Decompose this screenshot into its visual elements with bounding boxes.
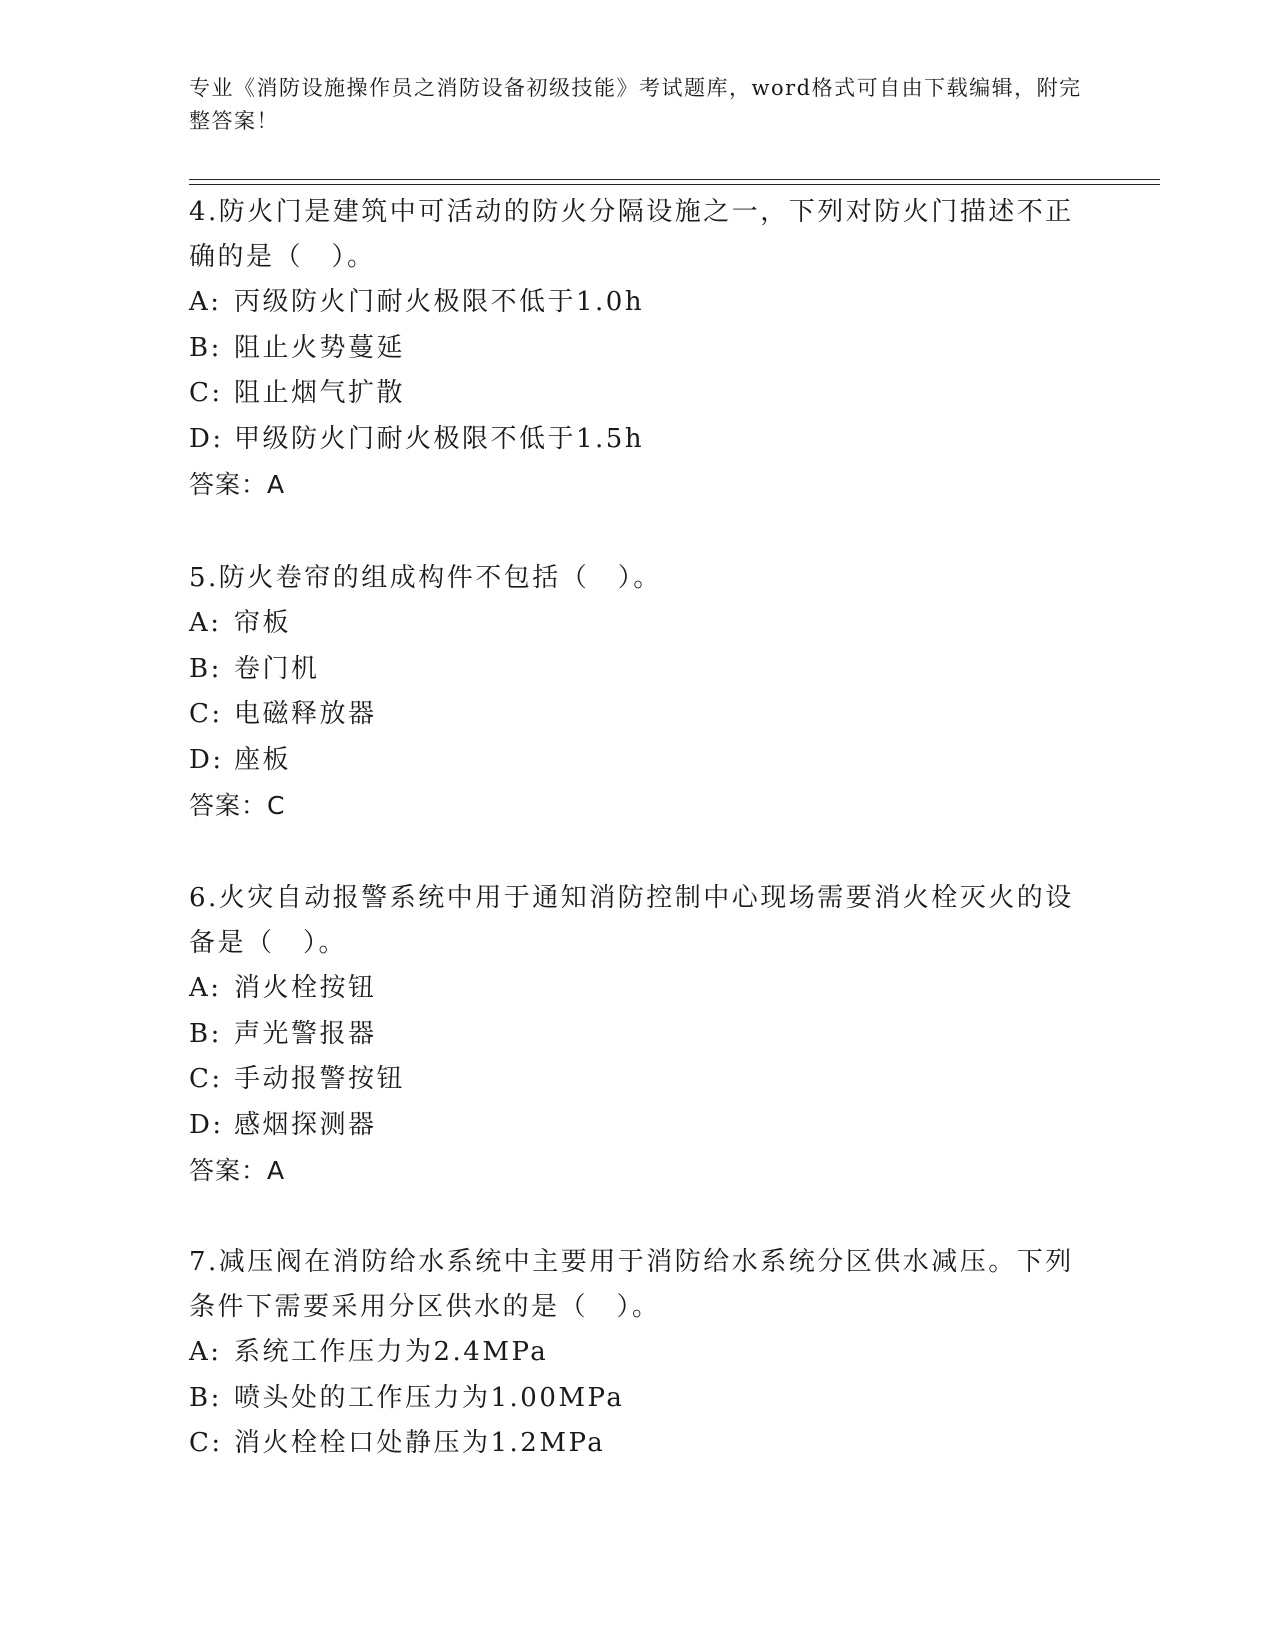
question-7 bbox=[189, 1240, 1079, 1467]
option-letter: B: bbox=[189, 1382, 222, 1413]
option-text: 喷头处的工作压力为1.00MPa bbox=[234, 1382, 625, 1413]
option-text: 感烟探测器 bbox=[234, 1109, 377, 1140]
option-c bbox=[189, 692, 1079, 738]
option-d bbox=[189, 417, 1079, 463]
option-b bbox=[189, 326, 1079, 372]
option-letter: A: bbox=[189, 973, 222, 1003]
option-b bbox=[189, 1376, 1079, 1422]
option-text: 阻止火势蔓延 bbox=[234, 332, 406, 363]
option-text: 座板 bbox=[234, 744, 292, 775]
option-c bbox=[189, 371, 1079, 417]
option-a bbox=[189, 966, 1079, 1012]
question-stem: 5.防火卷帘的组成构件不包括（ ）。 bbox=[189, 563, 662, 593]
option-letter: A: bbox=[189, 1337, 222, 1367]
option-c bbox=[189, 1057, 1079, 1103]
question-6 bbox=[189, 876, 1079, 1194]
option-letter: D: bbox=[189, 423, 224, 454]
option-letter: A: bbox=[189, 287, 222, 317]
header-divider-bottom bbox=[189, 184, 1160, 185]
option-text: 阻止烟气扩散 bbox=[234, 378, 406, 408]
option-text: 手动报警按钮 bbox=[234, 1064, 406, 1094]
option-a bbox=[189, 1330, 1079, 1376]
question-5 bbox=[189, 556, 1079, 829]
option-text: 丙级防火门耐火极限不低于1.0h bbox=[234, 287, 645, 317]
answer-line: 答案：A bbox=[189, 1156, 286, 1185]
header-divider-top bbox=[189, 179, 1160, 180]
option-d bbox=[189, 1103, 1079, 1149]
question-stem: 6.火灾自动报警系统中用于通知消防控制中心现场需要消火栓灭火的设备是（ ）。 bbox=[189, 883, 1074, 958]
option-c bbox=[189, 1421, 1079, 1467]
option-letter: C: bbox=[189, 1064, 223, 1094]
option-letter: D: bbox=[189, 744, 224, 775]
option-text: 电磁释放器 bbox=[234, 699, 377, 729]
option-b bbox=[189, 647, 1079, 693]
option-letter: D: bbox=[189, 1109, 224, 1140]
option-letter: B: bbox=[189, 332, 222, 363]
option-letter: B: bbox=[189, 653, 222, 684]
option-a bbox=[189, 280, 1079, 326]
option-d bbox=[189, 738, 1079, 784]
option-letter: A: bbox=[189, 608, 222, 638]
option-text: 系统工作压力为2.4MPa bbox=[234, 1337, 549, 1367]
option-a bbox=[189, 601, 1079, 647]
document-intro: 专业《消防设施操作员之消防设备初级技能》考试题库，word格式可自由下载编辑，附完整答案！ bbox=[189, 76, 1082, 133]
option-text: 甲级防火门耐火极限不低于1.5h bbox=[234, 423, 645, 454]
option-letter: B: bbox=[189, 1018, 222, 1049]
option-text: 帘板 bbox=[234, 608, 292, 638]
option-text: 声光警报器 bbox=[234, 1018, 377, 1049]
option-letter: C: bbox=[189, 699, 223, 729]
option-text: 卷门机 bbox=[234, 653, 320, 684]
question-stem: 7.减压阀在消防给水系统中主要用于消防给水系统分区供水减压。下列条件下需要采用分区供水的是（ ）。 bbox=[189, 1247, 1074, 1322]
answer-line: 答案：C bbox=[189, 791, 286, 820]
option-text: 消火栓栓口处静压为1.2MPa bbox=[234, 1428, 606, 1458]
question-stem: 4.防火门是建筑中可活动的防火分隔设施之一，下列对防火门描述不正确的是（ ）。 bbox=[189, 197, 1074, 272]
option-letter: C: bbox=[189, 378, 223, 408]
option-b bbox=[189, 1012, 1079, 1058]
question-4 bbox=[189, 190, 1079, 508]
option-text: 消火栓按钮 bbox=[234, 973, 377, 1003]
option-letter: C: bbox=[189, 1428, 223, 1458]
answer-line: 答案：A bbox=[189, 470, 286, 499]
